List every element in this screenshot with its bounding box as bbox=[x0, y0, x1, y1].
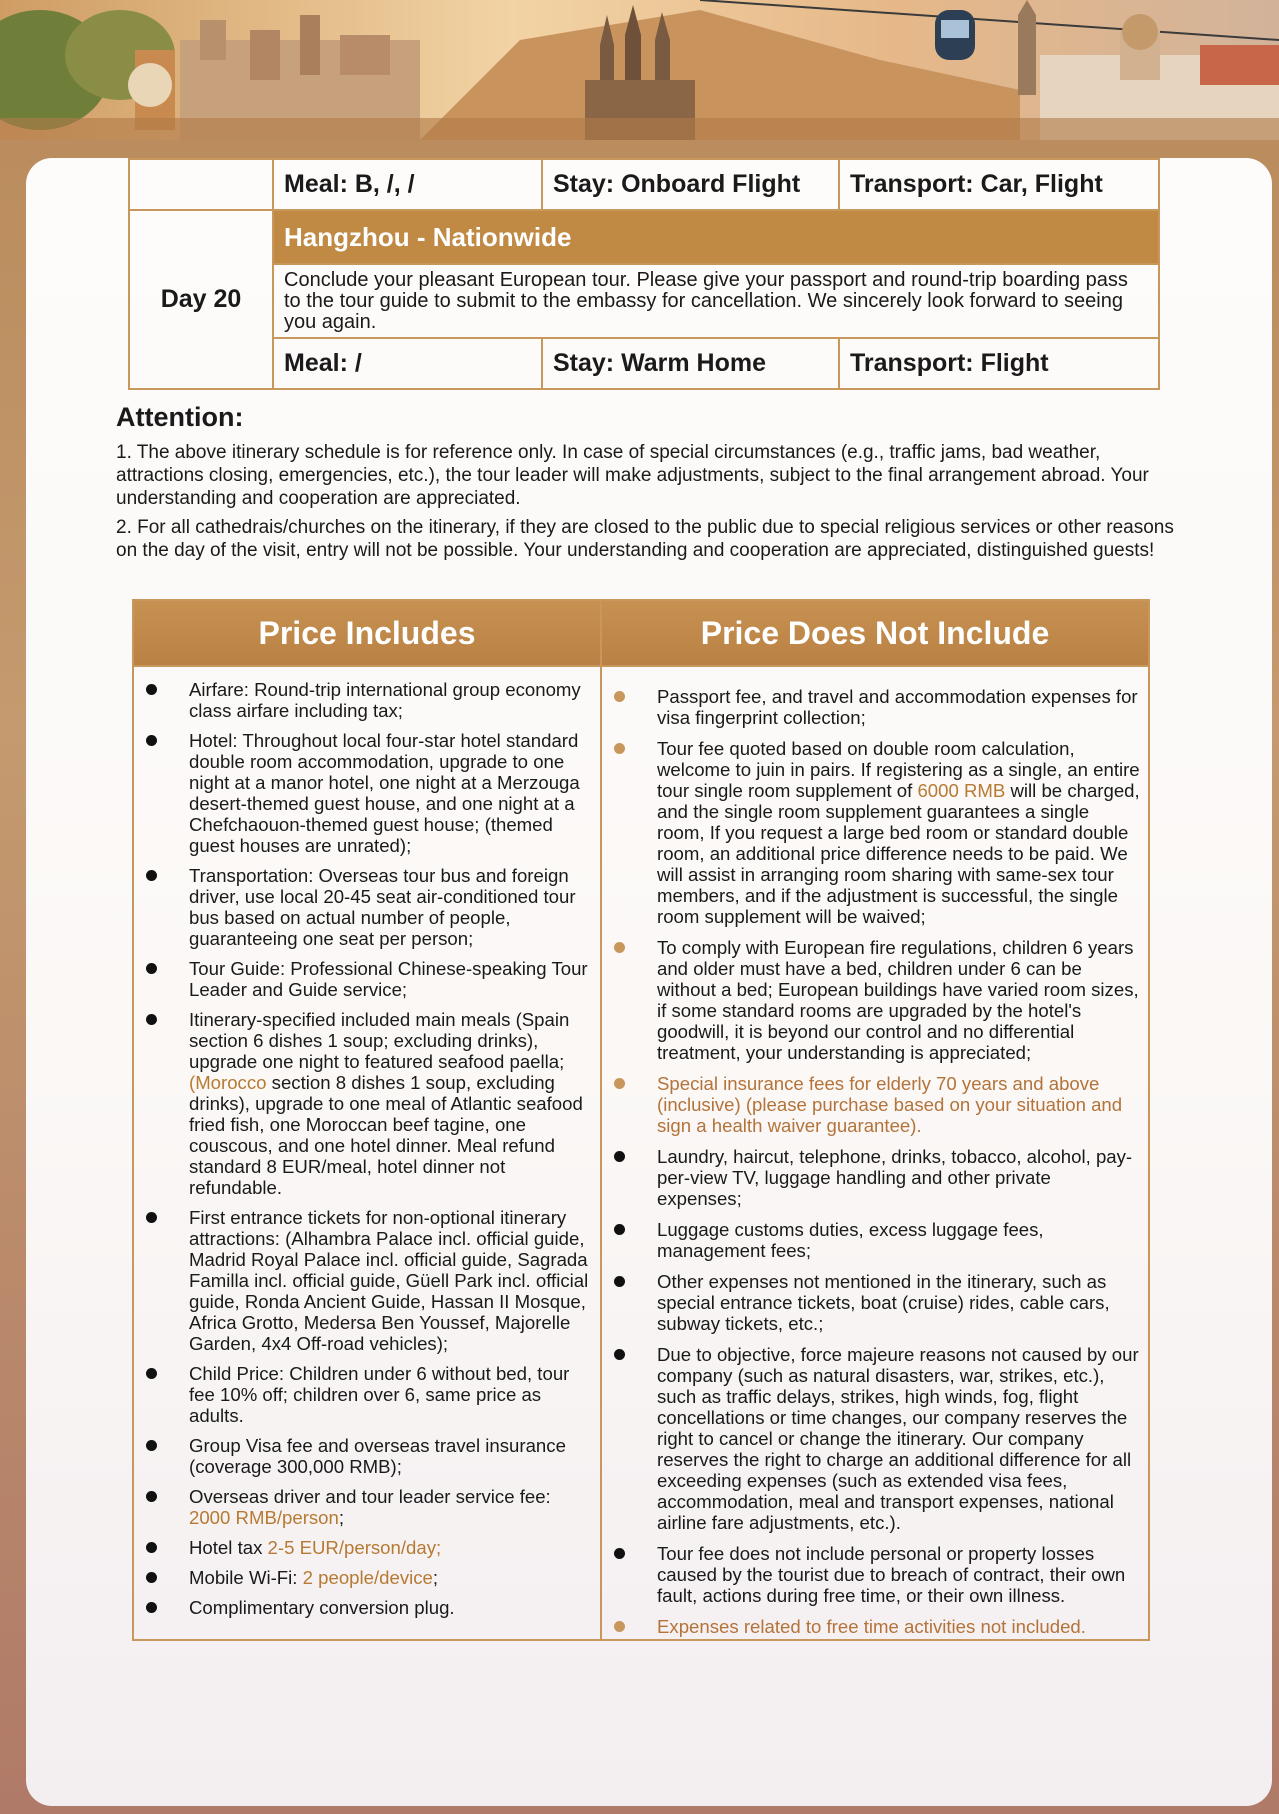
list-item bbox=[602, 1219, 1148, 1261]
attention-item: 2. For all cathedrais/churches on the itinerary, if they are closed to the public due to special religious services or other reasons on the day of the visit, entry will not be possible. Your understanding and cooperation are appreciated, distinguished guests! bbox=[116, 517, 1174, 561]
list-item bbox=[602, 937, 1148, 1063]
list-item bbox=[134, 1363, 600, 1426]
bullet-icon bbox=[614, 1548, 625, 1559]
list-item-text: Mobile Wi-Fi: bbox=[189, 1567, 303, 1588]
bullet-icon bbox=[146, 870, 157, 881]
list-item-text: Laundry, haircut, telephone, drinks, tobacco, alcohol, pay-per-view TV, luggage handling and other private expenses; bbox=[657, 1146, 1133, 1209]
list-item bbox=[602, 1073, 1148, 1136]
transport-cell: Transport: Car, Flight bbox=[839, 159, 1159, 210]
bullet-icon bbox=[614, 1621, 625, 1632]
list-item bbox=[134, 1597, 600, 1618]
list-item bbox=[134, 679, 600, 721]
itinerary-day20-details-row bbox=[129, 338, 1159, 389]
price-table bbox=[132, 599, 1150, 1641]
list-item bbox=[134, 1567, 600, 1588]
day-description: Conclude your pleasant European tour. Please give your passport and round-trip boarding pass to the tour guide to submit to the embassy for cancellation. We sincerely look forward to seeing you again. bbox=[273, 264, 1159, 338]
list-item-text: Overseas driver and tour leader service fee: bbox=[189, 1486, 551, 1507]
price-excludes-title: Price Does Not Include bbox=[602, 601, 1148, 667]
itinerary-day20-header-row bbox=[129, 210, 1159, 264]
list-item-text: Transportation: Overseas tour bus and foreign driver, use local 20-45 seat air-conditioned tour bus based on actual number of people, guaranteeing one seat per person; bbox=[189, 865, 576, 949]
list-item bbox=[134, 1435, 600, 1477]
price-excludes-list bbox=[602, 667, 1148, 1637]
list-item-text: ; bbox=[338, 1507, 345, 1528]
list-item bbox=[602, 1616, 1148, 1637]
cityscape-banner-illustration bbox=[0, 0, 1279, 140]
list-item bbox=[602, 1271, 1148, 1334]
list-item-text: Hotel: Throughout local four-star hotel standard double room accommodation, upgrade to one night at a manor hotel, one night at a Merzouga desert-themed guest house, and one night at a Chefchaouon-themed guest house; (themed guest houses are unrated); bbox=[189, 730, 580, 856]
list-item-text: First entrance tickets for non-optional itinerary attractions: (Alhambra Palace incl. official guide, Madrid Royal Palace incl. official guide, Sagrada Familla incl. official guide, Güell Park incl. official guide, Ronda Ancient Guide, Hassan II Mosque, Africa Grotto, Medersa Ben Youssef, Majorelle Garden, 4x4 Off-road vehicles); bbox=[189, 1207, 589, 1354]
bullet-icon bbox=[146, 1368, 157, 1379]
list-item bbox=[134, 865, 600, 949]
list-item-text: (Morocco bbox=[189, 1072, 267, 1093]
bullet-icon bbox=[614, 743, 625, 754]
itinerary-table bbox=[128, 158, 1160, 390]
list-item-text: Airfare: Round-trip international group economy class airfare including tax; bbox=[189, 679, 581, 721]
list-item bbox=[134, 1537, 600, 1558]
price-includes-column bbox=[134, 601, 602, 1639]
attention-item: 1. The above itinerary schedule is for reference only. In case of special circumstances (e.g., traffic jams, bad weather, attractions closing, emergencies, etc.), the tour leader will make adjustments, subject to the final arrangement abroad. Your understanding and cooperation are appreciated. bbox=[116, 442, 1149, 509]
list-item bbox=[134, 1009, 600, 1198]
list-item-text: Due to objective, force majeure reasons not caused by our company (such as natural disasters, war, strikes, etc.), such as traffic delays, strikes, high winds, fog, flight concellations or time changes, our company reserves the right to cancel or change the itinerary. Our company reserves the right to charge an additional difference for all exceeding expenses (such as extended visa fees, accommodation, meal and transport expenses, national airline fare adjustments, etc.). bbox=[657, 1344, 1139, 1533]
bullet-icon bbox=[614, 691, 625, 702]
bullet-icon bbox=[614, 942, 625, 953]
list-item bbox=[602, 738, 1148, 927]
list-item-text: Hotel tax bbox=[189, 1537, 268, 1558]
price-includes-title: Price Includes bbox=[134, 601, 600, 667]
stay-cell: Stay: Onboard Flight bbox=[542, 159, 839, 210]
bullet-icon bbox=[146, 1491, 157, 1502]
list-item-text: 2-5 EUR/person/day; bbox=[267, 1537, 442, 1558]
itinerary-day20-desc-row bbox=[129, 264, 1159, 338]
bullet-icon bbox=[614, 1349, 625, 1360]
list-item-text: ; bbox=[432, 1567, 439, 1588]
list-item-text: Group Visa fee and overseas travel insurance (coverage 300,000 RMB); bbox=[189, 1435, 566, 1477]
day-cell-empty bbox=[129, 159, 273, 210]
bullet-icon bbox=[146, 1542, 157, 1553]
attention-title: Attention: bbox=[116, 402, 244, 432]
bullet-icon bbox=[146, 963, 157, 974]
price-includes-list bbox=[134, 667, 600, 1618]
bullet-icon bbox=[146, 684, 157, 695]
bullet-icon bbox=[146, 1440, 157, 1451]
content-card bbox=[26, 158, 1272, 1806]
list-item-text: Child Price: Children under 6 without bed, tour fee 10% off; children over 6, same price as adults. bbox=[189, 1363, 570, 1426]
list-item-text: Tour fee does not include personal or property losses caused by the tourist due to breach of contract, their own fault, actions during free time, or their own illness. bbox=[657, 1543, 1126, 1606]
list-item-text: Expenses related to free time activities not included. bbox=[657, 1616, 1086, 1637]
meal-cell: Meal: / bbox=[273, 338, 542, 389]
list-item bbox=[602, 686, 1148, 728]
transport-cell: Transport: Flight bbox=[839, 338, 1159, 389]
list-item-text: 2 people/device bbox=[302, 1567, 433, 1588]
bullet-icon bbox=[146, 1572, 157, 1583]
list-item-text: Tour Guide: Professional Chinese-speaking Tour Leader and Guide service; bbox=[189, 958, 588, 1000]
bullet-icon bbox=[146, 1212, 157, 1223]
list-item bbox=[134, 958, 600, 1000]
list-item-text: Special insurance fees for elderly 70 years and above (inclusive) (please purchase based on your situation and sign a health waiver guarantee). bbox=[657, 1073, 1123, 1136]
route-title: Hangzhou - Nationwide bbox=[273, 210, 1159, 264]
day-label: Day 20 bbox=[129, 210, 273, 389]
list-item-text: Other expenses not mentioned in the itinerary, such as special entrance tickets, boat (cruise) rides, cable cars, subway tickets, etc.; bbox=[657, 1271, 1110, 1334]
stay-cell: Stay: Warm Home bbox=[542, 338, 839, 389]
meal-cell: Meal: B, /, / bbox=[273, 159, 542, 210]
list-item-text: 2000 RMB/person bbox=[189, 1507, 339, 1528]
bullet-icon bbox=[614, 1078, 625, 1089]
list-item bbox=[602, 1344, 1148, 1533]
list-item-text: section 8 dishes 1 soup, excluding drinks), upgrade to one meal of Atlantic seafood fried fish, one Moroccan beef tagine, one couscous, and one hotel dinner. Meal refund standard 8 EUR/meal, hotel dinner not refundable. bbox=[189, 1072, 583, 1198]
list-item bbox=[134, 1486, 600, 1528]
list-item bbox=[134, 1207, 600, 1354]
price-excludes-column bbox=[602, 601, 1148, 1639]
list-item-text: Tour fee quoted based on double room calculation, welcome to juin in pairs. If registering as a single, an entire tour single room supplement of bbox=[657, 738, 1140, 801]
list-item-text: Complimentary conversion plug. bbox=[189, 1597, 455, 1618]
itinerary-row-prev bbox=[129, 159, 1159, 210]
list-item bbox=[602, 1543, 1148, 1606]
list-item bbox=[134, 730, 600, 856]
list-item-text: 6000 RMB bbox=[917, 780, 1006, 801]
bullet-icon bbox=[146, 735, 157, 746]
list-item-text: Passport fee, and travel and accommodation expenses for visa fingerprint collection; bbox=[657, 686, 1138, 728]
bullet-icon bbox=[614, 1151, 625, 1162]
bullet-icon bbox=[614, 1224, 625, 1235]
header-banner bbox=[0, 0, 1279, 140]
bullet-icon bbox=[146, 1014, 157, 1025]
list-item-text: Itinerary-specified included main meals (Spain section 6 dishes 1 soup; excluding drinks), upgrade one night to featured seafood paella; bbox=[189, 1009, 570, 1072]
list-item-text: To comply with European fire regulations, children 6 years and older must have a bed, children under 6 can be without a bed; European buildings have varied room sizes, if some standard rooms are upgraded by the hotel's goodwill, it is beyond our control and no differential treatment, your understanding is appreciated; bbox=[657, 937, 1139, 1063]
list-item-text: will be charged, and the single room supplement guarantees a single room, If you request a large bed room or standard double room, an additional price difference needs to be paid. We will assist in arranging room sharing with same-sex tour members, and if the adjustment is successful, the single room supplement will be waived; bbox=[657, 780, 1140, 927]
attention-section bbox=[116, 402, 1186, 568]
bullet-icon bbox=[614, 1276, 625, 1287]
list-item-text: Luggage customs duties, excess luggage fees, management fees; bbox=[657, 1219, 1044, 1261]
list-item bbox=[602, 1146, 1148, 1209]
bullet-icon bbox=[146, 1602, 157, 1613]
